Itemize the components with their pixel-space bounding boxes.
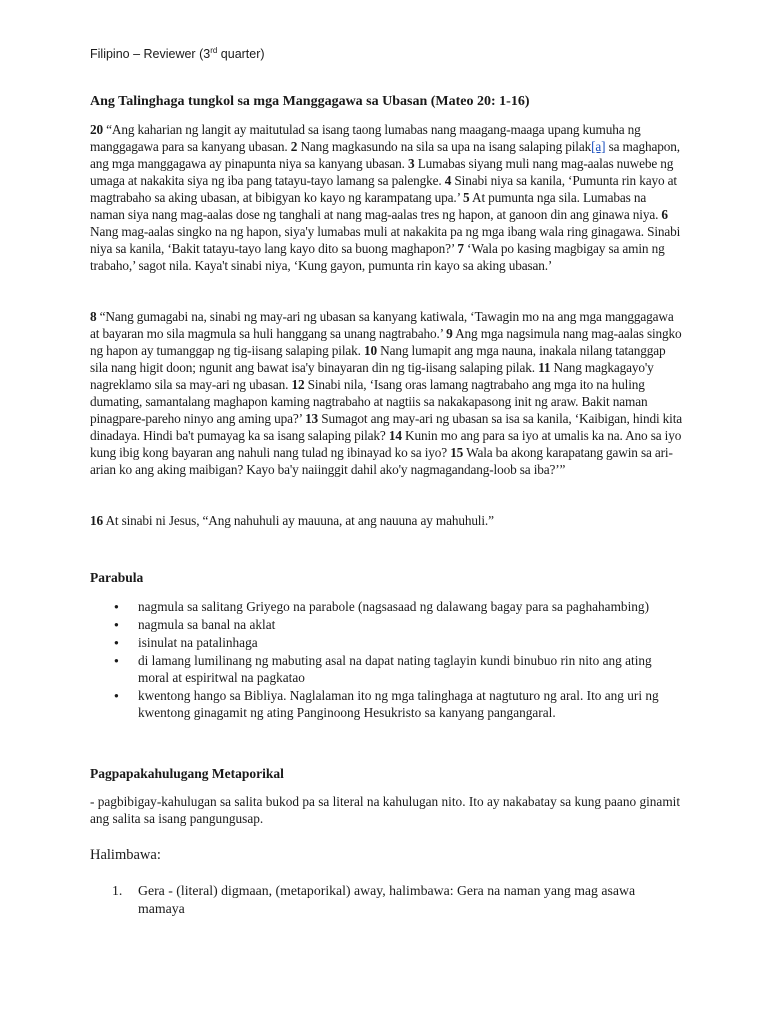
header-prefix: Filipino – Reviewer (3	[90, 47, 211, 62]
verse-number: 7	[457, 241, 464, 256]
parabula-list	[90, 598, 682, 722]
list-item	[90, 882, 682, 918]
parabula-heading: Parabula	[90, 570, 144, 585]
list-item-number: 1.	[112, 883, 123, 898]
verse-text: At pumunta nga sila. Lumabas na naman siya nang mag-aalas dose ng tanghali at nang mag-aalas tres ng hapon, at ganoon din ang ginawa niya.	[90, 190, 662, 222]
passage-title: Ang Talinghaga tungkol sa mga Manggagawa sa Ubasan (Mateo 20: 1-16)	[90, 94, 530, 109]
list-item: ● isinulat na patalinhaga	[90, 634, 682, 651]
verse-number: 8	[90, 309, 97, 324]
list-item: ● kwentong hango sa Bibliya. Naglalaman ito ng mga talinghaga at nagtuturo ng aral. Ito ang uri ng kwentong ginagamit ng ating Panginoong Hesukristo sa kanyang pangangaral.	[90, 687, 682, 721]
verse-text: sa maghapon, ang mga manggagawa ay pinapunta niya sa kanyang ubasan.	[90, 139, 680, 171]
verse-number: 4	[444, 173, 452, 188]
example-list	[90, 882, 682, 918]
passage-paragraph-3	[90, 512, 682, 529]
metaporikal-heading: Pagpapakahulugang Metaporikal	[90, 766, 284, 781]
verse-number: 9	[446, 326, 453, 341]
verse-number: 14	[388, 428, 402, 443]
footnote-link[interactable]: [a]	[591, 139, 606, 154]
document-header	[90, 46, 265, 61]
passage-paragraph-1	[90, 121, 682, 274]
verse-number: 15	[450, 445, 464, 460]
verse-text: At sinabi ni Jesus, “Ang nahuhuli ay mauuna, at ang nauuna ay mahuhuli.”	[103, 513, 494, 528]
verse-number: 6	[661, 207, 668, 222]
header-suffix: quarter)	[217, 47, 265, 62]
verse-number: 13	[305, 411, 319, 426]
header-superscript: rd	[210, 46, 218, 55]
verse-text: Sumagot ang may-ari ng ubasan sa isa sa kanila, ‘Kaibigan, hindi kita dinadaya. Hindi ba't pumayag ka sa isang salaping pilak?	[90, 411, 682, 443]
metaporikal-definition: - pagbibigay-kahulugan sa salita bukod pa sa literal na kahulugan nito. Ito ay nakabatay sa kung paano ginamit ang salita sa isang pangungusap.	[90, 794, 681, 826]
verse-number: 11	[538, 360, 551, 375]
halimbawa-label: Halimbawa:	[90, 847, 161, 863]
verse-number: 16	[90, 513, 103, 528]
verse-text: Sinabi niya sa kanila, ‘Pumunta rin kayo at magtrabaho sa aking ubasan, at bibigyan ko kayo ng karampatang upa.’	[90, 173, 677, 205]
verse-number: 5	[463, 190, 470, 205]
verse-text: Nang magkagayo'y nagreklamo sila sa may-ari ng ubasan.	[90, 360, 654, 392]
verse-number: 3	[408, 156, 415, 171]
verse-number: 20	[90, 122, 103, 137]
verse-text: “Nang gumagabi na, sinabi ng may-ari ng ubasan sa kanyang katiwala, ‘Tawagin mo na ang mga manggagawa at bayaran mo sila magmula sa huli hanggang sa unang nagtrabaho.’	[90, 309, 674, 341]
verse-text: Kunin mo ang para sa iyo at umalis ka na. Ano sa iyo kung ibig kong bayaran ang nahuli nang tulad ng ibinayad ko sa iyo?	[90, 428, 682, 460]
verse-text: Nang mag-aalas singko na ng hapon, siya'y lumabas muli at nakakita pa ng mga ibang wala ring ginagawa. Sinabi niya sa kanila, ‘Bakit tatayu-tayo lang kayo dito sa buong maghapon?’	[90, 224, 681, 256]
list-item-text: Gera - (literal) digmaan, (metaporikal) away, halimbawa: Gera na naman yang mag asawa mamaya	[138, 883, 636, 916]
verse-text: Nang lumapit ang mga nauna, inakala nilang tatanggap sila nang higit doon; ngunit ang bawat isa'y binayaran din ng tig-iisang salaping pilak.	[90, 343, 666, 375]
verse-text: Lumabas siyang muli nang mag-aalas nuwebe ng umaga at nakakita siya ng iba pang tatayu-tayo lamang sa palengke.	[90, 156, 674, 188]
verse-text: Ang mga nagsimula nang mag-aalas singko ng hapon ay tumanggap ng tig-iisang salaping pilak.	[90, 326, 682, 358]
verse-number: 12	[291, 377, 305, 392]
list-item: ● nagmula sa salitang Griyego na parabole (nagsasaad ng dalawang bagay para sa paghahambing)	[90, 598, 682, 615]
list-item: ● di lamang lumilinang ng mabuting asal na dapat nating taglayin kundi binubuo rin nito ang ating moral at espiritwal na pagkatao	[90, 652, 682, 686]
list-item: ● nagmula sa banal na aklat	[90, 616, 682, 633]
verse-text: ‘Wala po kasing magbigay sa amin ng trabaho,’ sagot nila. Kaya't sinabi niya, ‘Kung gayon, pumunta rin kayo sa aking ubasan.’	[90, 241, 665, 273]
verse-number: 2	[290, 139, 298, 154]
verse-text: “Ang kaharian ng langit ay maitutulad sa isang taong lumabas nang maagang-maaga upang kumuha ng manggagawa para sa kanyang ubasan.	[90, 122, 641, 154]
passage-paragraph-2	[90, 308, 682, 478]
verse-text: Wala ba akong karapatang gawin sa ari-arian ko ang aking maibigan? Kayo ba'y naiinggit dahil ako'y nagmagandang-loob sa iba?’”	[90, 445, 673, 477]
verse-text: Sinabi nila, ‘Isang oras lamang nagtrabaho ang mga ito na huling dumating, samantalang maghapon kaming nagtrabaho at nagtiis sa nakakapasong init ng araw. Bakit naman pinagpare-pareho ninyo ang aming upa?’	[90, 377, 648, 426]
verse-text: Nang magkasundo na sila sa upa na isang salaping pilak	[297, 139, 592, 154]
verse-number: 10	[363, 343, 377, 358]
